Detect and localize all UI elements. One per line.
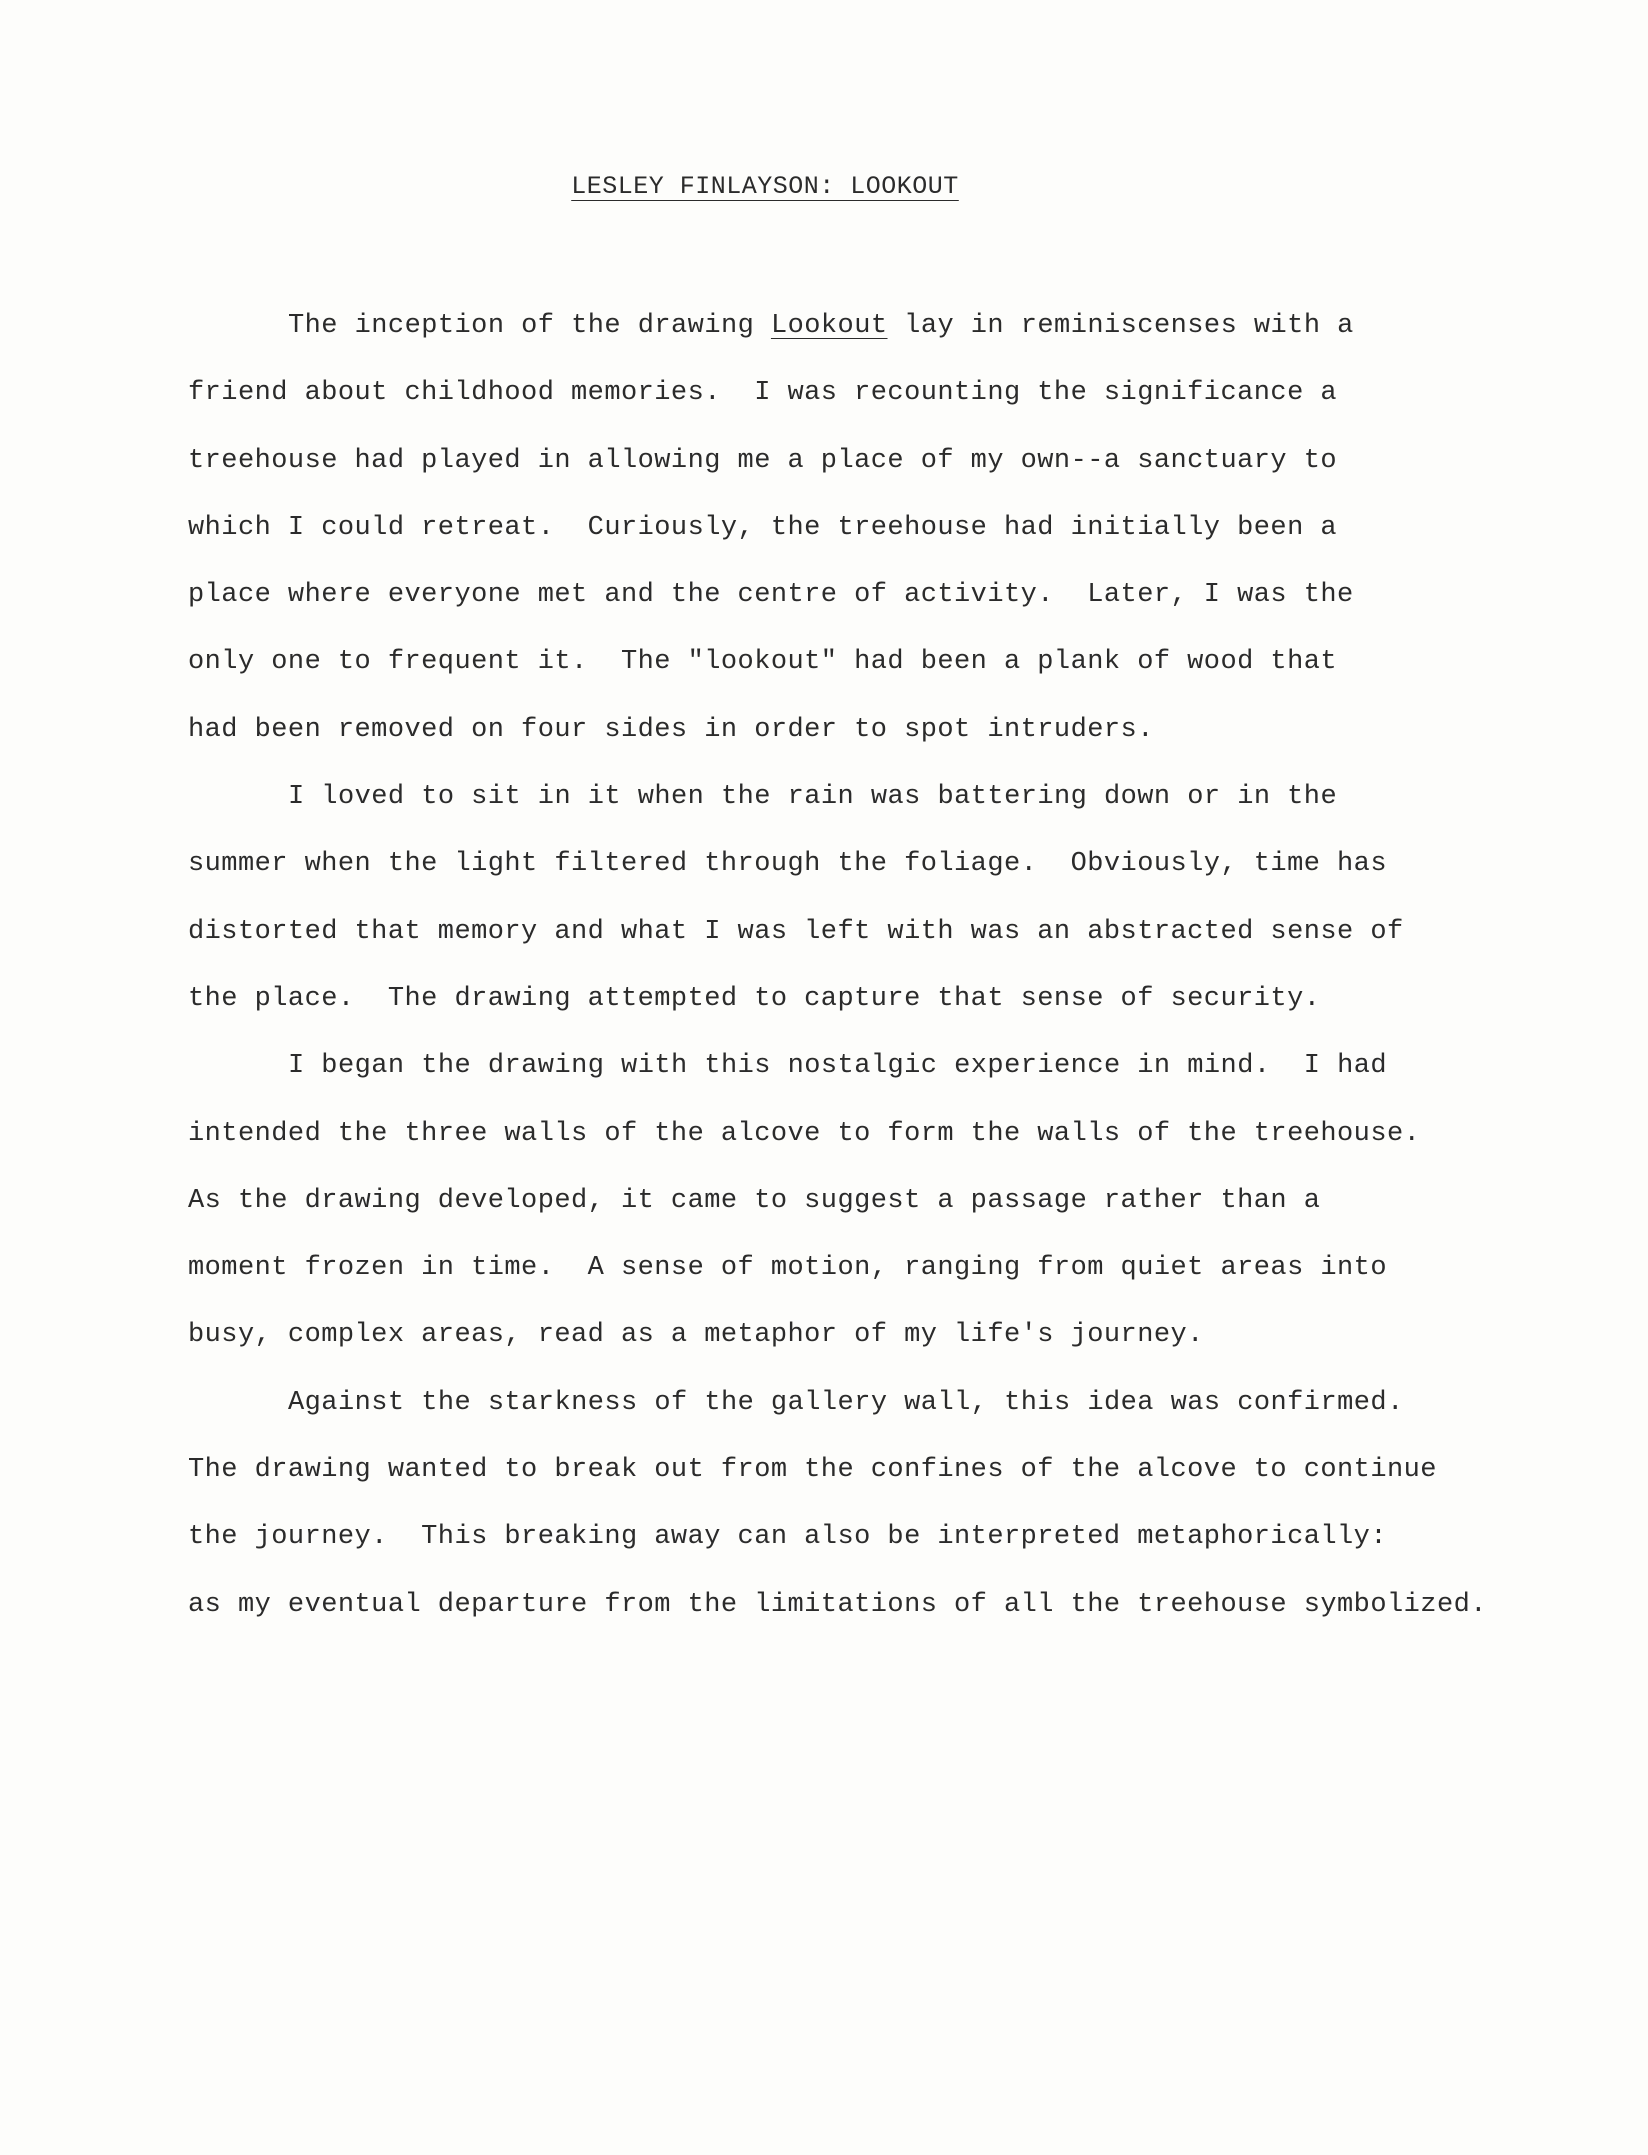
text-line: the journey. This breaking away can also be interpreted metaphorically: <box>188 1522 1387 1553</box>
text-line: As the drawing developed, it came to suggest a passage rather than a <box>188 1185 1321 1216</box>
text-line <box>188 305 1608 372</box>
text-line: the place. The drawing attempted to capture that sense of security. <box>188 983 1321 1014</box>
artwork-title-underlined: Lookout <box>770 311 888 341</box>
text-line: as my eventual departure from the limitations of all the treehouse symbolized. <box>188 1589 1487 1620</box>
text-line: treehouse had played in allowing me a place of my own--a sanctuary to <box>188 445 1338 476</box>
text-line: place where everyone met and the centre of activity. Later, I was the <box>188 580 1354 611</box>
text-line: only one to frequent it. The "lookout" had been a plank of wood that <box>188 647 1338 678</box>
document-title <box>0 172 1530 201</box>
document-body <box>188 305 1608 1651</box>
text-line: I began the drawing with this nostalgic experience in mind. I had <box>288 1051 1388 1082</box>
text-line: intended the three walls of the alcove to form the walls of the treehouse. <box>188 1118 1421 1149</box>
text-line-before: The inception of the drawing <box>288 311 771 341</box>
document-title-text: LESLEY FINLAYSON: LOOKOUT <box>571 172 959 201</box>
text-line: moment frozen in time. A sense of motion, ranging from quiet areas into <box>188 1253 1387 1284</box>
text-line: Against the starkness of the gallery wall, this idea was confirmed. <box>288 1387 1404 1418</box>
text-line: distorted that memory and what I was left with was an abstracted sense of <box>188 916 1404 947</box>
text-line-after: lay in reminiscenses with a <box>887 311 1354 341</box>
text-line: had been removed on four sides in order to spot intruders. <box>188 714 1154 745</box>
text-line: The drawing wanted to break out from the confines of the alcove to continue <box>188 1455 1437 1486</box>
text-line: which I could retreat. Curiously, the treehouse had initially been a <box>188 512 1338 543</box>
text-line: summer when the light filtered through the foliage. Obviously, time has <box>188 849 1387 880</box>
text-line: friend about childhood memories. I was recounting the significance a <box>188 378 1338 409</box>
text-line: busy, complex areas, read as a metaphor of my life's journey. <box>188 1320 1204 1351</box>
text-line: I loved to sit in it when the rain was battering down or in the <box>288 782 1338 813</box>
